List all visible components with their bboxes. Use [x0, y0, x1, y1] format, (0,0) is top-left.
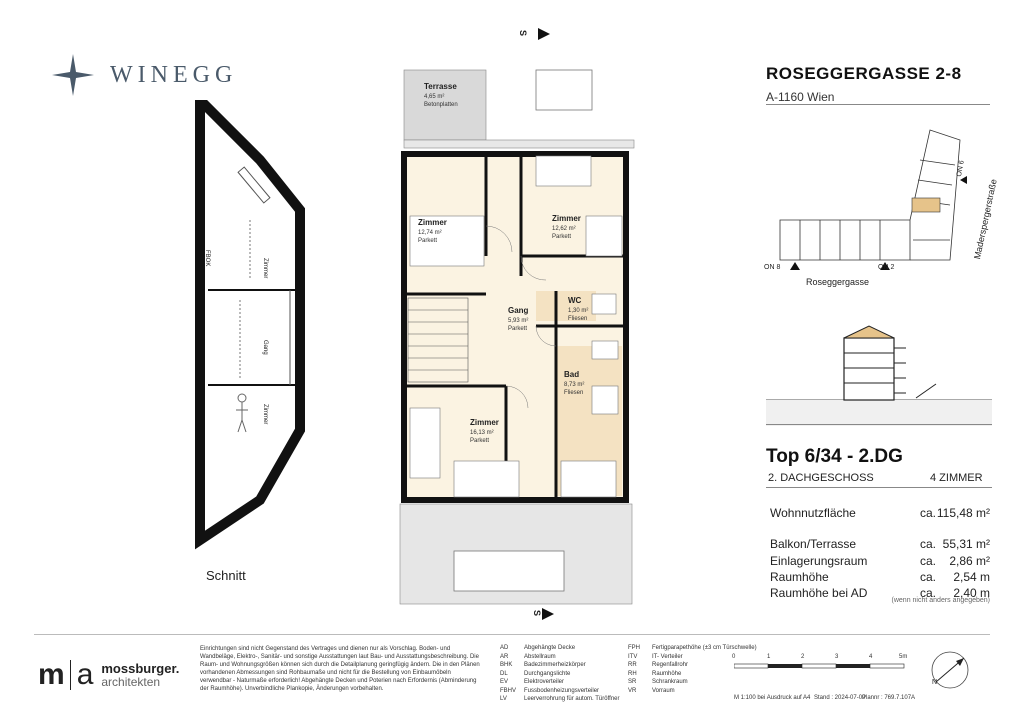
room-area: 8,73 m² — [564, 382, 585, 388]
stat-note: (wenn nicht anders angegeben) — [891, 597, 990, 604]
disclaimer: Einrichtungen sind nicht Gegenstand des Vertrages und dienen nur als Vorschlag. Boden- und Wandbeläge, Elektro-, Sanitär- und sonstige Ausstattungen laut Bau- und Ausstattungsbeschreibung. Die Raum- und Wohnungsgrößen können sich durch die Detailplanung geringfügig ändern. Die in den Plänen vorhandenen Abmessungen sind Rohbaumaße und nicht für die Bestellung von Einbaumöbeln verwendbar - Naturmaße erforderlich! Abgehängte Decken und Poterien nach Erfordernis (Abminderung der Raumhöhe). Unverbindliche Plankopie, Änderungen vorbehalten. — [200, 646, 480, 692]
north-arrow-icon — [928, 648, 972, 692]
stat-label: Raumhöhe bei AD — [770, 586, 868, 600]
room-area: 4,65 m² — [424, 94, 445, 100]
unit-rooms: 4 ZIMMER — [930, 472, 983, 484]
stat-ca: ca. — [920, 506, 937, 520]
room-area: 5,93 m² — [508, 318, 529, 324]
site-street-right: Maderspergerstraße — [972, 178, 999, 261]
stat-value: 2,40 m — [953, 586, 990, 600]
legend-item: RH Raumhöhe — [628, 670, 682, 677]
stat-label: Einlagerungsraum — [770, 554, 868, 568]
legend-item: SR Schrankraum — [628, 679, 688, 686]
orientation-label: S — [518, 29, 529, 37]
stat-value: 2,86 m² — [949, 554, 990, 568]
architect-sub: architekten — [101, 674, 161, 689]
section-label: Gang — [262, 340, 268, 355]
stat-value: 2,54 m — [953, 570, 990, 584]
brand-name: WINEGG — [110, 61, 238, 88]
legend-left — [500, 644, 620, 704]
scale-caption: M 1:100 bei Ausdruck auf A4 — [734, 695, 811, 701]
section-title: Schnitt — [206, 568, 246, 583]
room-name: Zimmer — [418, 218, 447, 227]
unit-title: Top 6/34 - 2.DG — [766, 446, 903, 467]
stat-label: Wohnnutzfläche — [770, 506, 856, 520]
building-section-diagram — [766, 318, 992, 428]
brand-logo — [50, 52, 237, 98]
stat-value: 115,48 m² — [936, 506, 990, 520]
architect-name: mossburger. — [101, 660, 180, 676]
room-name: Zimmer — [470, 418, 499, 427]
section-label: Zimmer — [262, 258, 268, 279]
room-floor: Parkett — [508, 326, 528, 332]
room-name: Zimmer — [552, 214, 581, 223]
project-street: ROSEGGERGASSE 2-8 — [766, 64, 962, 83]
plan-number: Plannr : 769.7.107A — [862, 695, 916, 701]
legend-item: AR Abstellraum — [500, 653, 556, 660]
site-on-2: ON 2 — [878, 264, 895, 271]
room-floor: Parkett — [418, 238, 438, 244]
legend-item: FPH Fertigparapethöhe (±3 cm Türschwelle) — [628, 645, 757, 651]
room-name: Bad — [564, 370, 580, 379]
section-label: FBOK — [204, 250, 210, 267]
room-floor: Fliesen — [568, 316, 588, 322]
room-floor: Parkett — [470, 438, 490, 444]
unit-floor: 2. DACHGESCHOSS — [768, 472, 874, 484]
room-floor: Fliesen — [564, 390, 584, 396]
project-city: A-1160 Wien — [766, 90, 835, 104]
divider — [766, 104, 990, 105]
legend-item: EV Elektroverteiler — [500, 679, 565, 686]
architect-mark: a — [76, 658, 94, 691]
divider — [766, 487, 992, 488]
scale-bar — [734, 660, 914, 676]
room-floor: Parkett — [552, 234, 572, 240]
stat-value: 55,31 m² — [942, 537, 990, 551]
orientation-label: S — [532, 609, 543, 617]
legend-item: AD Abgehängte Decke — [500, 645, 576, 651]
section-label: Zimmer — [262, 404, 268, 425]
site-on-8: ON 8 — [764, 264, 781, 271]
room-area: 12,74 m² — [418, 230, 442, 236]
stat-ca: ca. — [920, 570, 937, 584]
floor-plan — [396, 56, 636, 616]
compass-star-icon — [50, 52, 96, 98]
orientation-arrow-icon — [540, 606, 570, 624]
room-area: 16,13 m² — [470, 430, 494, 436]
svg-text:N: N — [932, 679, 938, 686]
room-name: WC — [568, 296, 582, 305]
section-drawing — [190, 100, 320, 550]
room-name: Terrasse — [424, 82, 457, 91]
site-street-bottom: Roseggergasse — [806, 277, 870, 287]
scale-tick: 3 — [835, 654, 839, 660]
scale-tick: 0 — [732, 654, 736, 660]
architect-mark-divider — [70, 660, 71, 690]
footer-divider — [34, 634, 990, 635]
plan-date: Stand : 2024-07-09 — [814, 695, 866, 701]
room-floor: Betonplatten — [424, 102, 458, 108]
stat-ca: ca. — [920, 554, 937, 568]
legend-item: BHK Badezimmerheizkörper — [500, 662, 586, 669]
legend-item: ITV IT- Verteiler — [628, 653, 683, 660]
stat-label: Raumhöhe — [770, 570, 829, 584]
legend-item: RR Regenfallrohr — [628, 662, 689, 669]
legend-item: FBHV Fussbodenheizungsverteiler — [500, 687, 600, 694]
architect-mark: m — [38, 658, 64, 691]
scale-tick: 5m — [899, 654, 908, 660]
scale-tick: 4 — [869, 654, 873, 660]
legend-item: VR Vorraum — [628, 687, 675, 694]
scale-tick: 2 — [801, 654, 805, 660]
site-plan — [760, 120, 1000, 300]
architect-logo — [38, 658, 179, 692]
stat-label: Balkon/Terrasse — [770, 537, 857, 551]
stat-ca: ca. — [920, 586, 937, 600]
stat-ca: ca. — [920, 537, 937, 551]
legend-item: DL Durchgangslichte — [500, 670, 571, 677]
legend-item: LV Leerverrohrung für autom. Türöffner — [500, 696, 620, 703]
room-name: Gang — [508, 306, 529, 315]
room-area: 12,62 m² — [552, 226, 576, 232]
site-on-6: ON 6 — [956, 159, 966, 178]
room-area: 1,30 m² — [568, 308, 589, 314]
scale-tick: 1 — [767, 654, 771, 660]
divider — [766, 424, 992, 425]
